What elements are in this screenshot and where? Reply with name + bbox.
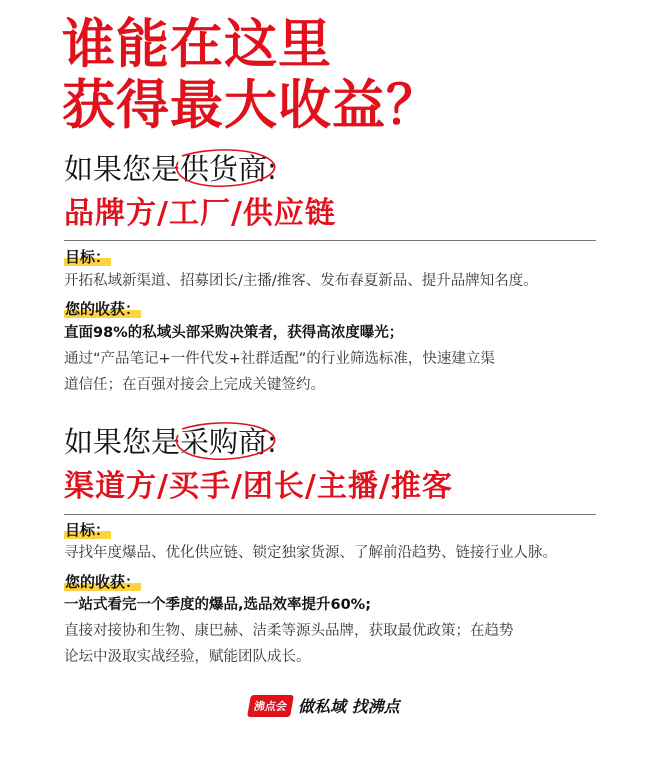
buyer-heading bbox=[64, 425, 277, 459]
buyer-role: 采购商 bbox=[180, 425, 268, 459]
buyer-gain-label: 您的收获： bbox=[65, 573, 141, 591]
supplier-headline: 品牌方/工厂/供应链 bbox=[64, 196, 336, 231]
supplier-gain-line-3: 道信任；在百强对接会上完成关键签约。 bbox=[64, 377, 325, 393]
supplier-heading-prefix: 如果您是 bbox=[64, 152, 181, 186]
buyer-headline: 渠道方/买手/团长/主播/推客 bbox=[64, 469, 453, 504]
title-line-1: 谁能在这里 bbox=[62, 13, 332, 75]
supplier-heading bbox=[64, 152, 277, 186]
supplier-heading-colon: : bbox=[267, 152, 277, 186]
footer-brand bbox=[249, 694, 400, 717]
supplier-goal-text: 开拓私域新渠道、招募团长/主播/推客、发布春夏新品、提升品牌知名度。 bbox=[64, 273, 538, 289]
buyer-role-circled bbox=[180, 425, 267, 459]
buyer-gain-line-3: 论坛中汲取实战经验，赋能团队成长。 bbox=[64, 649, 311, 665]
supplier-role-circled bbox=[180, 152, 267, 186]
supplier-gain-line-1: 直面98%的私域头部采购决策者，获得高浓度曝光； bbox=[64, 325, 404, 341]
supplier-gain-label: 您的收获： bbox=[65, 300, 141, 318]
buyer-heading-prefix: 如果您是 bbox=[64, 425, 181, 459]
supplier-gain-line-2: 通过“产品笔记+一件代发+社群适配”的行业筛选标准，快速建立渠 bbox=[64, 351, 495, 367]
buyer-heading-colon: : bbox=[267, 425, 277, 459]
supplier-goal-label: 目标： bbox=[65, 248, 111, 266]
supplier-divider bbox=[64, 240, 596, 241]
buyer-goal-text: 寻找年度爆品、优化供应链、锁定独家货源、了解前沿趋势、链接行业人脉。 bbox=[64, 545, 557, 561]
buyer-gain-line-2: 直接对接协和生物、康巴赫、洁柔等源头品牌，获取最优政策；在趋势 bbox=[64, 623, 514, 639]
supplier-role: 供货商 bbox=[180, 152, 268, 186]
buyer-goal-label: 目标： bbox=[65, 521, 111, 539]
buyer-gain-text bbox=[64, 592, 624, 670]
buyer-divider bbox=[64, 514, 596, 515]
brand-logo: 沸点会 bbox=[247, 695, 294, 717]
page-title bbox=[62, 14, 440, 136]
buyer-gain-line-1: 一站式看完一个季度的爆品,选品效率提升60%; bbox=[64, 597, 372, 613]
brand-slogan: 做私域 找沸点 bbox=[298, 697, 400, 716]
title-line-2: 获得最大收益？ bbox=[62, 74, 440, 136]
supplier-gain-text bbox=[64, 320, 624, 398]
